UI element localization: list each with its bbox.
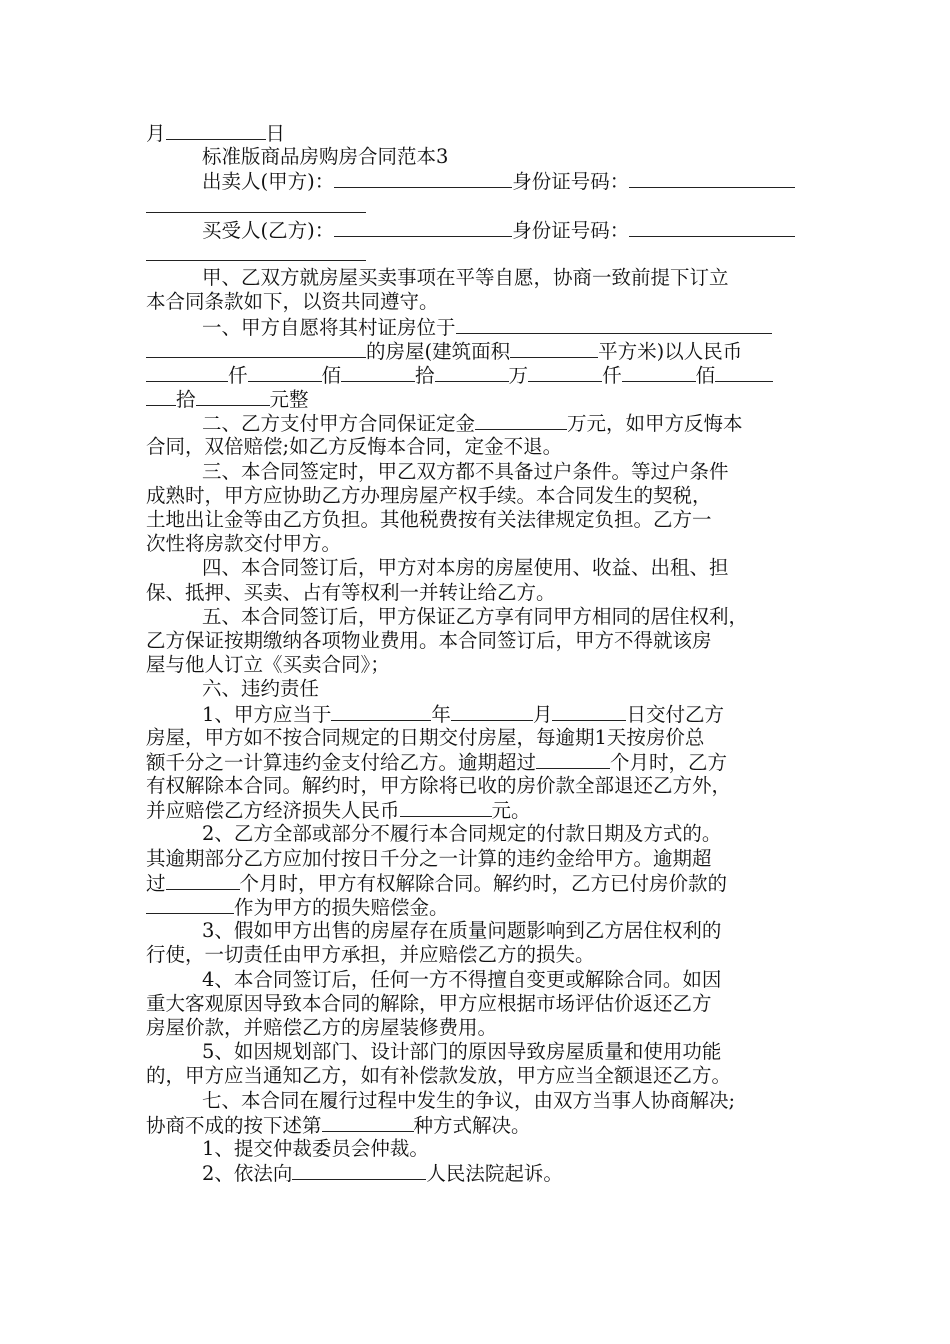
blank [528,363,602,382]
paragraph-line: 保、抵押、买卖、占有等权利一并转让给乙方。 [146,580,556,604]
text: 身份证号码： [512,218,630,242]
paragraph-line [146,798,810,822]
text: 二、乙方支付甲方合同保证定金 [202,412,476,436]
text: 并应赔偿乙方经济损失人民币 [146,799,400,823]
blank [435,363,509,382]
text: 种方式解决。 [413,1113,531,1137]
blank [341,363,415,382]
paragraph-line: 行使，一切责任由甲方承担，并应赔偿乙方的损失。 [146,943,595,967]
clause-1-line [146,339,810,363]
text: 平方米)以人民币 [598,339,743,363]
breach-1-line [146,702,810,726]
blank [146,242,366,261]
text: 拾 [176,388,196,412]
document-title: 标准版商品房购房合同范本3 [202,145,449,169]
amount-line [146,363,810,387]
text: 万 [508,363,529,387]
paragraph-line [146,871,810,895]
text: 拾 [415,363,435,387]
paragraph-line: 本合同条款如下，以资共同遵守。 [146,290,439,314]
contract-document [146,121,810,1185]
paragraph-line: 五、本合同签订后，甲方保证乙方享有同甲方相同的居住权利， [202,604,749,628]
paragraph-line: 乙方保证按期缴纳各项物业费用。本合同签订后，甲方不得就该房 [146,628,712,652]
text: 仟 [228,363,248,387]
blank [196,387,270,406]
breach-2-line: 2、乙方全部或部分不履行本合同规定的付款日期及方式的。 [202,822,722,846]
paragraph-line: 甲、乙双方就房屋买卖事项在平等自愿，协商一致前提下订立 [202,266,729,290]
blank [400,798,492,817]
blank [536,750,610,769]
clause-7-line: 七、本合同在履行过程中发生的争议，由双方当事人协商解决; [202,1088,736,1112]
paragraph-line: 合同，双倍赔偿;如乙方反悔本合同，定金不退。 [146,435,563,459]
text: 过 [146,871,166,895]
blank [552,702,626,721]
text: 万元，如甲方反悔本 [567,412,743,436]
blank [248,363,322,382]
text: 额千分之一计算违约金支付给乙方。逾期超过 [146,750,537,774]
clause-2-line [146,411,810,435]
amount-line [146,387,810,411]
blank [146,194,366,213]
blank [322,1113,414,1132]
text: 2、依法向 [202,1162,293,1186]
dispute-option-2 [146,1161,810,1185]
paragraph-line: 房屋，甲方如不按合同规定的日期交付房屋，每逾期1天按房价总 [146,725,705,749]
paragraph-line: 的，甲方应当通知乙方，如有补偿款发放，甲方应当全额退还乙方。 [146,1064,732,1088]
text: 出卖人(甲方)： [202,170,335,194]
paragraph-line: 其逾期部分乙方应加付按日千分之一计算的违约金给甲方。逾期超 [146,846,712,870]
text: 协商不成的按下述第 [146,1113,322,1137]
breach-3-line: 3、假如甲方出售的房屋存在质量问题影响到乙方居住权利的 [202,919,722,943]
text: 人民法院起诉。 [426,1162,563,1186]
paragraph-line: 房屋价款，并赔偿乙方的房屋装修费用。 [146,1015,498,1039]
paragraph-line: 有权解除本合同。解约时，甲方除将已收的房价款全部退还乙方外， [146,774,732,798]
blank [629,218,795,237]
text: 仟 [602,363,622,387]
buyer-line [146,218,810,242]
text: 月 [146,122,166,145]
text: 日 [265,122,286,145]
text: 买受人(乙方)： [202,218,335,242]
blank [331,702,431,721]
breach-4-line: 4、本合同签订后，任何一方不得擅自变更或解除合同。如因 [202,967,722,991]
blank [334,218,512,237]
blank [451,702,533,721]
text: 佰 [695,363,716,387]
date-line [146,121,810,145]
blank [146,895,234,914]
blank [146,363,228,382]
seller-line [146,169,810,193]
text: 元整 [269,388,309,412]
paragraph-line [146,895,810,919]
text: 元。 [491,799,531,823]
blank [292,1161,426,1180]
blank [622,363,696,382]
buyer-id-continuation [146,242,810,266]
blank [715,363,773,382]
paragraph-line: 屋与他人订立《买卖合同》； [146,653,390,677]
paragraph-line [146,1113,810,1137]
text: 一、甲方自愿将其村证房位于 [202,315,456,339]
text: 日交付乙方 [626,702,724,726]
paragraph-line: 成熟时，甲方应协助乙方办理房屋产权手续。本合同发生的契税， [146,483,712,507]
blank [146,339,366,358]
blank [510,339,598,358]
dispute-option-1: 1、提交仲裁委员会仲裁。 [202,1136,429,1160]
blank [166,871,240,890]
paragraph-line [146,750,810,774]
blank [334,169,512,188]
text: 个月时，乙方 [610,750,728,774]
breach-5-line: 5、如因规划部门、设计部门的原因导致房屋质量和使用功能 [202,1040,722,1064]
text: 年 [431,702,451,726]
paragraph-line: 四、本合同签订后，甲方对本房的房屋使用、收益、出租、担 [202,556,729,580]
blank [475,411,567,430]
text: 作为甲方的损失赔偿金。 [234,896,449,919]
text: 个月时，甲方有权解除合同。解约时，乙方已付房价款的 [239,871,728,895]
paragraph-line: 土地出让金等由乙方负担。其他税费按有关法律规定负担。乙方一 [146,508,712,531]
blank [166,121,266,140]
paragraph-line: 重大客观原因导致本合同的解除，甲方应根据市场评估价返还乙方 [146,991,712,1015]
paragraph-line: 次性将房款交付甲方。 [146,532,342,556]
section-heading: 六、违约责任 [202,677,320,701]
seller-id-continuation [146,194,810,218]
text: 身份证号码： [512,170,630,194]
blank [456,315,772,334]
blank [629,169,795,188]
text: 月 [532,702,553,726]
text: 佰 [321,363,342,387]
text: 1、甲方应当于 [202,702,332,726]
paragraph-line: 三、本合同签定时，甲乙双方都不具备过户条件。等过户条件 [202,459,729,483]
blank [146,387,176,406]
text: 的房屋(建筑面积 [366,339,511,363]
clause-1-line [146,315,810,339]
